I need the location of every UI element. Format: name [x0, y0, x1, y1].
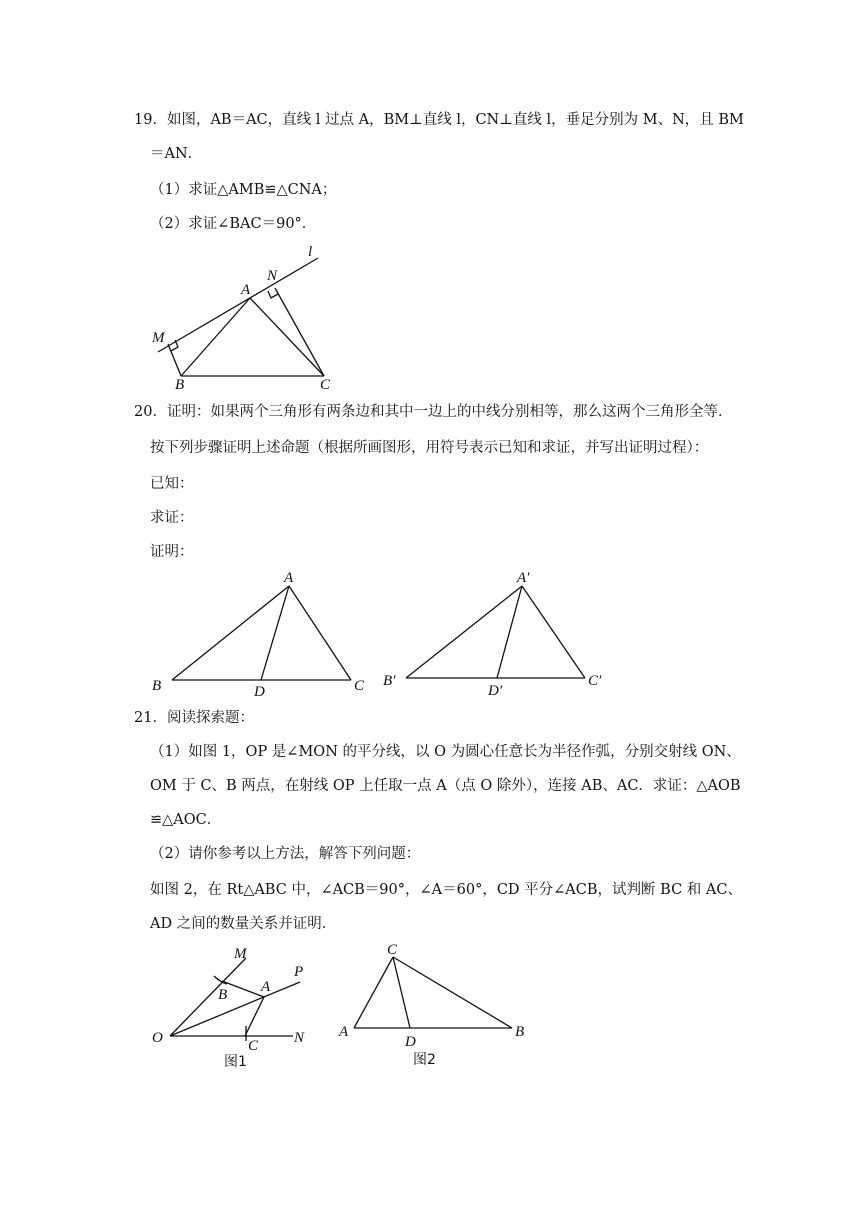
q21-p1-line3: ≌△AOC． [150, 812, 222, 828]
label-D: D [405, 1034, 416, 1050]
segment-AC [289, 586, 351, 680]
segment-AC [245, 997, 264, 1036]
label-l: l [308, 244, 313, 260]
q19-figure [140, 240, 340, 390]
segment-AC [522, 586, 585, 678]
label-A: A [339, 1024, 349, 1040]
q20-figure-right [380, 568, 610, 698]
label-N: N [267, 268, 278, 284]
q21-title: 21．阅读探索题： [134, 710, 254, 726]
q19-line2: ＝AN． [150, 146, 203, 162]
segment-CB [393, 957, 512, 1028]
label-A-prime: A′ [517, 570, 530, 586]
segment-AD [497, 586, 522, 678]
label-B: B [152, 678, 162, 694]
label-C: C [354, 678, 365, 694]
q21-p2-line3: AD 之间的数量关系并证明． [150, 916, 337, 932]
q21-figure1 [148, 940, 318, 1070]
q19-line1: 19．如图，AB＝AC，直线 l 过点 A，BM⊥直线 l，CN⊥直线 l，垂足分别为 M、N，且 BM [134, 112, 744, 128]
line-l [158, 258, 318, 352]
label-A: A [284, 570, 294, 586]
q21-p2-line2: 如图 2，在 Rt△ABC 中，∠ACB＝90°，∠A＝60°，CD 平分∠ACB，试判断 BC 和 AC、 [150, 882, 742, 898]
label-B-prime: B′ [383, 673, 396, 689]
segment-AB [172, 586, 289, 680]
q20-figure-left [148, 568, 378, 698]
q21-figure2 [335, 940, 535, 1070]
label-M: M [234, 946, 247, 962]
label-D: D [254, 684, 265, 698]
label-A: A [241, 282, 251, 298]
ray-OM [170, 958, 246, 1036]
label-P: P [294, 964, 304, 980]
label-A: A [261, 979, 271, 995]
label-C: C [387, 942, 398, 958]
figure1-caption: 图1 [224, 1054, 247, 1070]
label-D-prime: D′ [488, 683, 503, 698]
q20-prove: 求证： [150, 510, 194, 526]
label-C-prime: C′ [588, 673, 602, 689]
ray-OP [170, 982, 300, 1036]
label-C: C [320, 377, 331, 390]
segment-AD [261, 586, 289, 680]
segment-AB [406, 586, 522, 678]
label-C: C [248, 1038, 259, 1054]
q20-line1: 20．证明：如果两个三角形有两条边和其中一边上的中线分别相等，那么这两个三角形全等． [134, 404, 733, 420]
q20-line2: 按下列步骤证明上述命题（根据所画图形，用符号表示已知和求证，并写出证明过程）： [150, 440, 709, 456]
q19-part1: （1）求证△AMB≌△CNA； [150, 182, 337, 198]
label-N: N [294, 1030, 305, 1046]
q21-p2-line1: （2）请你参考以上方法，解答下列问题： [150, 846, 421, 862]
segment-CD [393, 957, 410, 1028]
segment-AB [222, 981, 264, 997]
q20-proof: 证明： [150, 544, 194, 560]
label-B: B [515, 1024, 525, 1040]
segment-AB [181, 298, 250, 376]
q21-p1-line2: OM 于 C、B 两点，在射线 OP 上任取一点 A（点 O 除外），连接 AB、AC．求证：△AOB [150, 778, 741, 794]
segment-AC [354, 957, 393, 1028]
figure2-caption: 图2 [413, 1052, 436, 1068]
q19-part2: （2）求证∠BAC＝90°． [150, 216, 317, 232]
label-O: O [152, 1030, 163, 1046]
label-B: B [175, 377, 185, 390]
label-B: B [218, 987, 228, 1003]
right-angle-N [268, 291, 278, 298]
label-M: M [152, 330, 165, 346]
q20-known: 已知： [150, 476, 194, 492]
q21-p1-line1: （1）如图 1，OP 是∠MON 的平分线，以 O 为圆心任意长为半径作弧，分别交射线 ON、 [150, 744, 741, 760]
